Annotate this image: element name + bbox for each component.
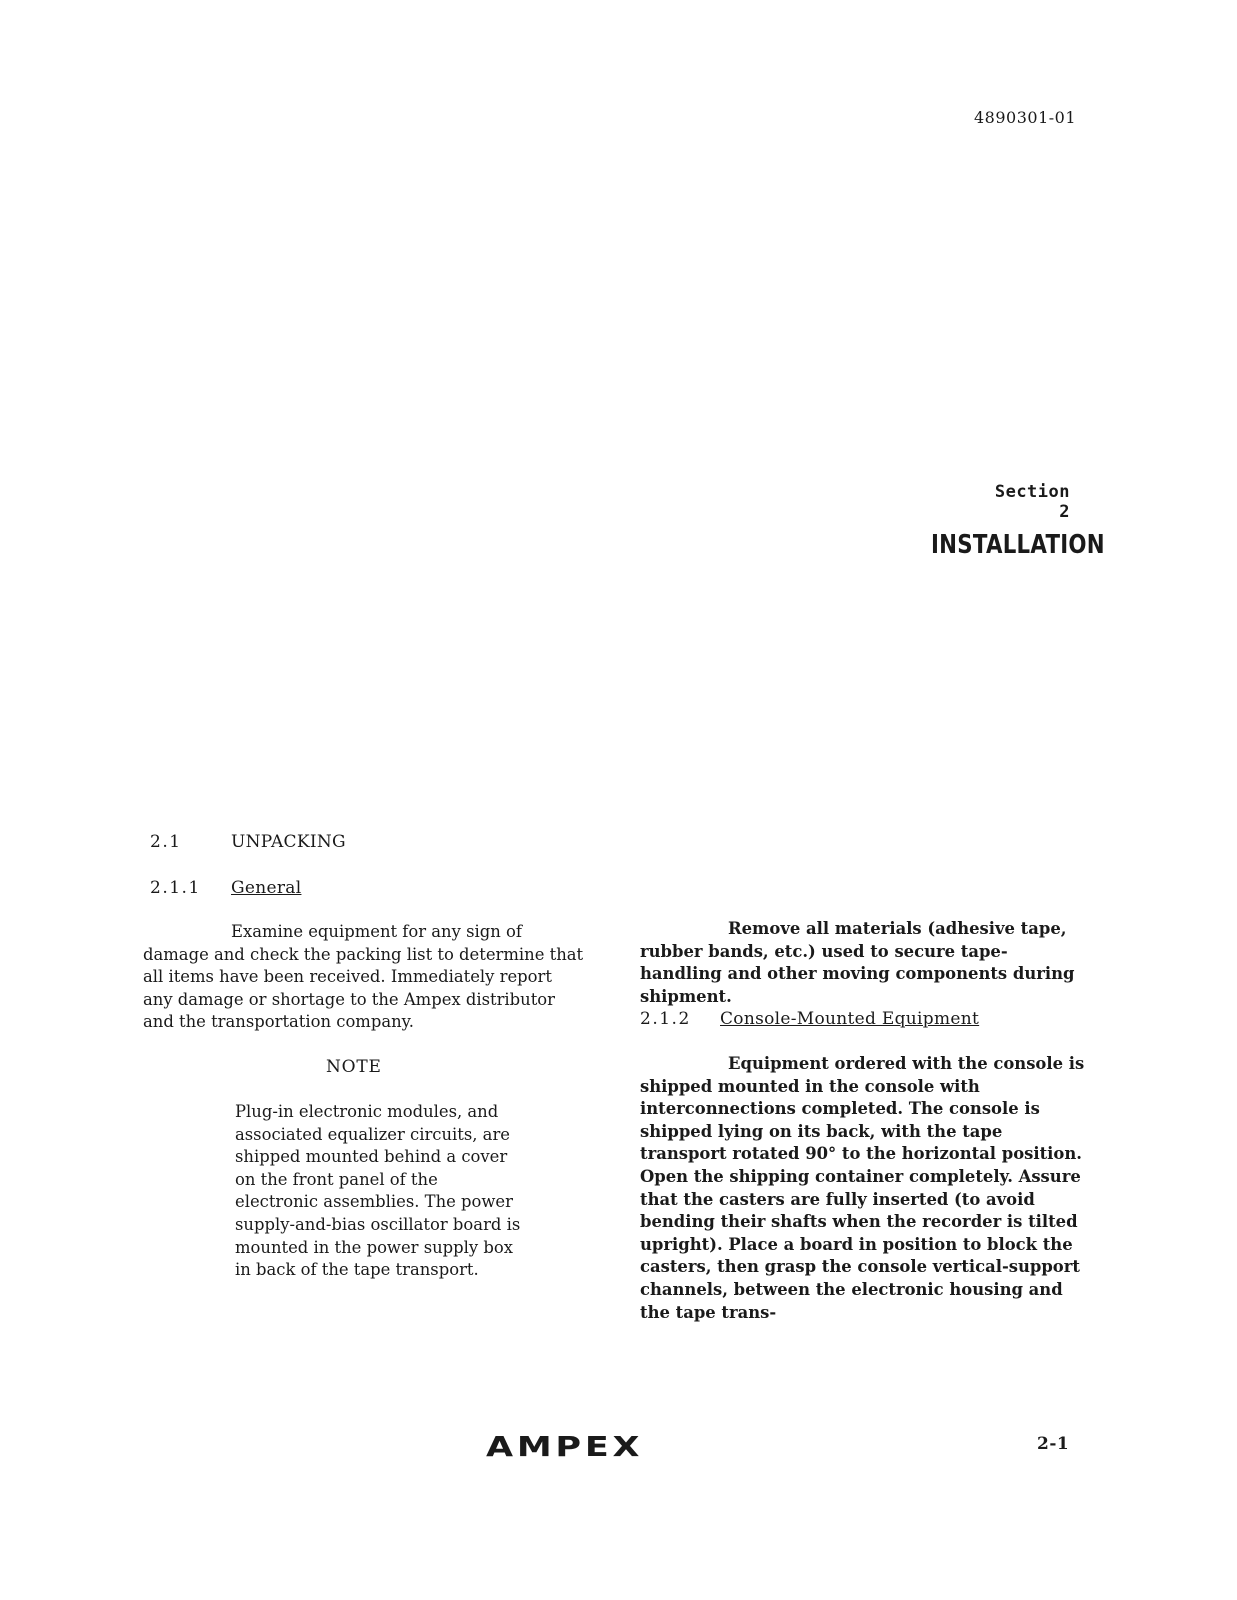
heading-2-1-1-title [231, 878, 301, 898]
remove-paragraph: Remove all materials (adhesive tape, rubber bands, etc.) used to secure tape-handling and other moving components during shipment. [640, 919, 1075, 1006]
heading-title: Console-Mounted Equipment [720, 1009, 980, 1029]
heading-number: 2.1.2 [640, 1009, 691, 1029]
heading-number: 2.1 [150, 832, 182, 852]
heading-title: General [231, 878, 302, 898]
heading-title: UNPACKING [231, 832, 346, 852]
note-text: Plug-in electronic modules, and associated equalizer circuits, are shipped mounted behind a cover on the front panel of the electronic assemblies. The power supply-and-bias oscillator board is mounted in the power supply box in back of the tape transport. [235, 1102, 521, 1280]
heading-2-1-title [231, 832, 346, 852]
section-title: INSTALLATION [930, 530, 1105, 560]
heading-number: 2.1.1 [150, 878, 201, 898]
console-paragraph: Equipment ordered with the console is shipped mounted in the console with interconnections completed. The console is shipped lying on its back, with the tape transport rotated 90° to the horizontal position. Open the shipping container completely. Assure that the casters are fully inserted (to avoid bending their shafts when the recorder is tilted upright). Place a board in position to block the casters, then grasp the console vertical-support channels, between the electronic housing and the tape trans- [640, 1054, 1085, 1322]
page-number: 2-1 [1037, 1434, 1070, 1454]
general-paragraph-block [143, 921, 585, 1034]
note-heading: NOTE [326, 1057, 382, 1077]
note-block [235, 1101, 525, 1282]
heading-2-1-1 [150, 878, 201, 898]
heading-2-1-2-title [720, 1009, 979, 1029]
remove-paragraph-block [640, 918, 1085, 1008]
console-paragraph-block [640, 1053, 1085, 1324]
document-number: 4890301-01 [974, 108, 1077, 127]
ampex-logo: AMPEX [486, 1430, 644, 1463]
general-paragraph: Examine equipment for any sign of damage and check the packing list to determine that all items have been received. Immediately report any damage or shortage to the Ampex distributor and the transportation company. [143, 922, 584, 1032]
heading-2-1-2 [640, 1009, 691, 1029]
heading-2-1 [150, 832, 182, 852]
section-label: Section 2 [994, 482, 1070, 522]
